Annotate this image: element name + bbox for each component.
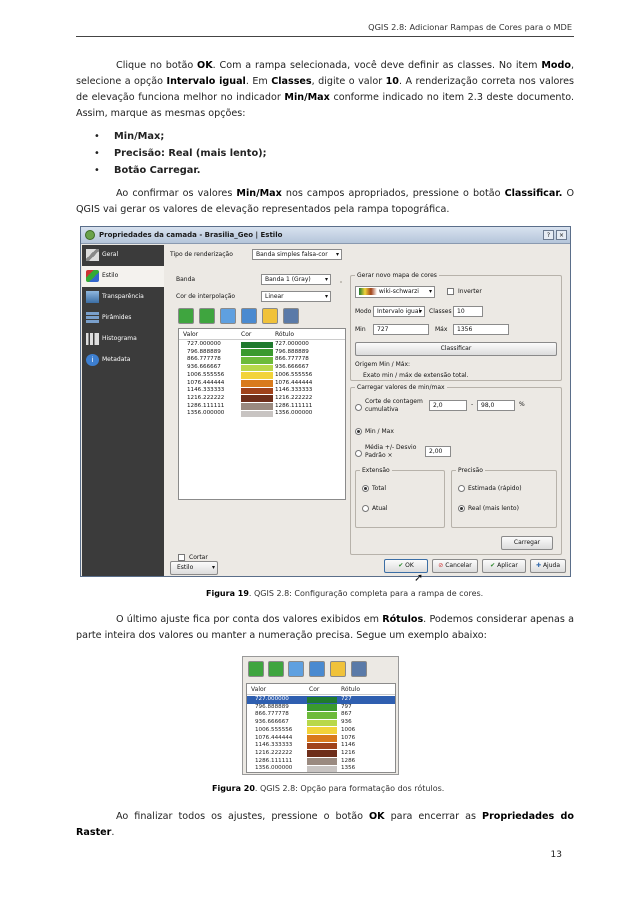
header-rule <box>76 36 574 37</box>
sidebar-item-geral[interactable]: Geral <box>82 245 164 266</box>
color-table[interactable] <box>178 328 346 500</box>
color-swatch[interactable] <box>241 411 273 418</box>
table-row[interactable] <box>179 349 345 357</box>
ramp-preview <box>359 288 377 295</box>
row-label: 1216.222222 <box>275 394 313 401</box>
help-label: Ajuda <box>542 562 560 569</box>
load-minmax-group <box>350 384 562 555</box>
row-label: 867 <box>341 711 352 718</box>
row-label: 1006.555556 <box>275 371 313 378</box>
load-group-title: Carregar valores de min/max <box>357 384 445 391</box>
row-label: 936.666667 <box>275 364 309 371</box>
remove-value-button[interactable] <box>268 661 284 677</box>
table-row[interactable] <box>247 750 395 758</box>
color-swatch[interactable] <box>241 403 273 410</box>
cut-from-value: 2,0 <box>433 402 443 409</box>
lifebuoy-icon: ✚ <box>535 562 542 569</box>
generate-group-title: Gerar novo mapa de cores <box>357 272 437 279</box>
row-value: 1006.555556 <box>187 371 225 378</box>
cut-radio[interactable] <box>355 404 362 411</box>
row-label: 1216 <box>341 749 356 756</box>
real-radio[interactable] <box>458 505 465 512</box>
sidebar-item-transparencia[interactable]: Transparência <box>82 287 164 308</box>
dialog-titlebar <box>81 227 570 244</box>
style-menu-button[interactable] <box>170 561 218 575</box>
media-label: Média +/- Desvio Padrão × <box>365 444 417 459</box>
band-select[interactable] <box>261 274 331 285</box>
estimated-label: Estimada (rápido) <box>468 485 522 492</box>
row-value: 727.000000 <box>187 341 221 347</box>
col-cor: Cor <box>241 331 252 338</box>
min-label: Min <box>355 326 366 333</box>
cut-label: Corte de contagem cumulativa <box>365 398 423 413</box>
color-swatch[interactable] <box>307 697 337 704</box>
help-icon[interactable]: ? <box>543 230 554 240</box>
bullet-item: • Min/Max; <box>94 131 165 142</box>
table-header <box>247 684 395 695</box>
row-value: 1076.444444 <box>187 379 225 386</box>
estimated-radio[interactable] <box>458 485 465 492</box>
page-number: 13 <box>550 850 562 860</box>
sidebar-item-piramides[interactable]: Pirâmides <box>82 308 164 329</box>
precision-group <box>451 467 557 528</box>
table-row[interactable] <box>247 696 395 704</box>
col-valor: Valor <box>251 686 267 693</box>
color-swatch[interactable] <box>307 712 337 719</box>
save-button[interactable] <box>283 308 299 324</box>
load-button[interactable]: Carregar <box>501 536 553 550</box>
render-type-label: Tipo de renderização <box>170 251 233 258</box>
row-label: 866.777778 <box>275 356 309 363</box>
classes-spinbox[interactable] <box>453 306 483 317</box>
paragraph-1: Clique no botão OK. Com a rampa selecionada, você deve definir as classes. No item Modo, selecione a opção Intervalo igual. Em Classes, digite o valor 10. A renderização correta nos valores de elevação funciona melhor no indicador Min/Max conforme indicado no item 2.3 deste documento. Assim, marque as mesmas opções: <box>76 60 575 119</box>
extent-group-title: Extensão <box>362 467 390 474</box>
cut-from-spinbox[interactable] <box>429 400 467 411</box>
apply-button[interactable] <box>482 559 526 573</box>
color-swatch[interactable] <box>241 357 273 364</box>
style-button-label: Estilo <box>177 564 194 571</box>
paragraph-4: Ao finalizar todos os ajustes, pressione o botão OK para encerrar as Propriedades do Raster. <box>76 811 574 838</box>
col-rotulo: Rótulo <box>275 331 295 338</box>
color-swatch[interactable] <box>241 349 273 356</box>
classes-value: 10 <box>457 308 465 315</box>
band-label: Banda <box>176 276 196 283</box>
dialog-title: Propriedades da camada - Brasilia_Geo | Estilo <box>99 231 283 239</box>
origin-value: Exato min / máx de extensão total. <box>363 372 469 379</box>
inverter-label: Inverter <box>458 288 482 295</box>
ok-label: OK <box>405 562 414 569</box>
row-value: 1216.222222 <box>255 749 293 756</box>
row-value: 796.888889 <box>187 348 221 355</box>
remove-value-button[interactable] <box>199 308 215 324</box>
band-value: Banda 1 (Gray) <box>265 276 311 283</box>
dash-label: - <box>471 401 474 408</box>
color-swatch[interactable] <box>307 727 337 734</box>
row-label: 727 <box>341 696 352 702</box>
row-label: 1146.333333 <box>275 387 313 394</box>
table-row[interactable] <box>247 727 395 735</box>
color-swatch[interactable] <box>307 743 337 750</box>
color-swatch[interactable] <box>307 750 337 757</box>
row-label: 796.888889 <box>275 348 309 355</box>
total-label: Total <box>372 485 387 492</box>
row-label: 1286 <box>341 757 356 764</box>
cancel-button[interactable] <box>432 559 478 573</box>
interp-select[interactable] <box>261 291 331 302</box>
wrench-icon <box>86 249 99 261</box>
max-label: Máx <box>435 326 448 333</box>
color-table-rounded[interactable] <box>246 683 396 773</box>
cancel-icon: ⊘ <box>438 562 444 569</box>
min-value: 727 <box>377 326 389 333</box>
color-swatch[interactable] <box>307 766 337 773</box>
sort-button[interactable] <box>288 661 304 677</box>
classify-button[interactable]: Classificar <box>355 342 557 356</box>
paragraph-3: O último ajuste fica por conta dos valores exibidos em Rótulos. Podemos considerar apenas a parte inteira dos valores ou manter a numeração precisa. Segue um exemplo abaixo: <box>76 614 574 641</box>
row-label: 727.000000 <box>275 341 309 347</box>
atual-radio[interactable] <box>362 505 369 512</box>
render-type-select[interactable] <box>252 249 342 260</box>
minmax-label: Min / Max <box>365 428 394 435</box>
row-value: 1006.555556 <box>255 726 293 733</box>
table-row[interactable] <box>247 735 395 743</box>
interp-value: Linear <box>265 293 284 300</box>
row-value: 796.888889 <box>255 703 289 710</box>
row-value: 1286.111111 <box>255 757 293 764</box>
row-value: 727.000000 <box>255 696 289 702</box>
bullet-list <box>94 128 267 179</box>
cancel-label: Cancelar <box>445 562 472 569</box>
col-valor: Valor <box>183 331 199 338</box>
histogram-icon <box>86 333 99 345</box>
real-label: Real (mais lento) <box>468 505 519 512</box>
row-label: 1146 <box>341 742 356 749</box>
save-button[interactable] <box>351 661 367 677</box>
row-value: 936.666667 <box>255 719 289 726</box>
atual-label: Atual <box>372 505 388 512</box>
color-swatch[interactable] <box>241 342 273 349</box>
percent-label: % <box>519 401 525 408</box>
table-row[interactable] <box>179 403 345 411</box>
style-panel <box>166 245 569 584</box>
table-row[interactable] <box>179 341 345 349</box>
table-row[interactable] <box>179 395 345 403</box>
row-value: 866.777778 <box>187 356 221 363</box>
row-value: 1286.111111 <box>187 402 225 409</box>
max-value: 1356 <box>457 326 473 333</box>
render-type-value: Banda simples falsa-cor <box>256 251 328 258</box>
row-label: 797 <box>341 703 352 710</box>
cut-to-value: 98,0 <box>481 402 495 409</box>
table-row[interactable] <box>179 356 345 364</box>
sidebar-item-estilo[interactable]: Estilo <box>82 266 164 287</box>
table-row[interactable] <box>247 704 395 712</box>
minmax-radio[interactable] <box>355 428 362 435</box>
row-label: 1076.444444 <box>275 379 313 386</box>
col-rotulo: Rótulo <box>341 686 361 693</box>
running-header: QGIS 2.8: Adicionar Rampas de Cores para o MDE <box>368 22 572 32</box>
classes-label: Classes <box>429 308 452 315</box>
extent-group <box>355 467 445 528</box>
table-row[interactable] <box>179 387 345 395</box>
bullet-item: • Botão Carregar. <box>94 165 201 176</box>
bullet-item: • Precisão: Real (mais lento); <box>94 148 267 159</box>
color-swatch[interactable] <box>307 735 337 742</box>
total-radio[interactable] <box>362 485 369 492</box>
row-value: 1356.000000 <box>187 410 225 417</box>
apply-label: Aplicar <box>497 562 518 569</box>
table-row[interactable] <box>247 758 395 766</box>
sort-button[interactable] <box>220 308 236 324</box>
mouse-cursor-icon: ➚ <box>414 571 424 584</box>
ramp-value: wiki-schwarzi <box>378 288 419 295</box>
generate-colormap-group <box>350 272 562 381</box>
figure-20-caption: Figura 20. QGIS 2.8: Opção para formatação dos rótulos. <box>212 784 445 793</box>
pyramid-icon <box>86 312 99 324</box>
add-value-button[interactable] <box>248 661 264 677</box>
row-value: 866.777778 <box>255 711 289 718</box>
apply-icon: ✔ <box>490 562 496 569</box>
col-cor: Cor <box>309 686 320 693</box>
info-icon: i <box>86 354 99 366</box>
cut-to-spinbox[interactable] <box>477 400 515 411</box>
row-value: 936.666667 <box>187 364 221 371</box>
paint-icon <box>86 270 99 282</box>
labels-format-figure <box>242 656 399 775</box>
sidebar <box>82 245 164 576</box>
color-swatch[interactable] <box>241 388 273 395</box>
mode-value: Intervalo igual <box>377 308 421 315</box>
inverter-checkbox[interactable] <box>447 288 454 295</box>
close-icon[interactable]: × <box>556 230 567 240</box>
help-button[interactable] <box>530 559 566 573</box>
transparency-icon <box>86 291 99 303</box>
qgis-icon <box>85 230 95 240</box>
figure-19-caption: Figura 19. QGIS 2.8: Configuração completa para a rampa de cores. <box>206 589 484 598</box>
row-label: 1286.111111 <box>275 402 313 409</box>
open-folder-button[interactable] <box>262 308 278 324</box>
color-swatch[interactable] <box>307 758 337 765</box>
check-icon: ✔ <box>398 562 404 569</box>
spacer <box>340 281 342 283</box>
color-swatch[interactable] <box>241 372 273 379</box>
row-label: 1356.000000 <box>275 410 313 417</box>
color-swatch[interactable] <box>241 380 273 387</box>
row-value: 1356.000000 <box>255 765 293 772</box>
media-spinbox[interactable] <box>425 446 451 457</box>
refresh-button[interactable] <box>241 308 257 324</box>
max-input[interactable] <box>453 324 509 335</box>
cortar-checkbox[interactable] <box>178 554 185 561</box>
min-input[interactable] <box>373 324 429 335</box>
color-swatch[interactable] <box>307 720 337 727</box>
media-radio[interactable] <box>355 450 362 457</box>
media-value: 2,00 <box>429 448 443 455</box>
color-swatch[interactable] <box>241 365 273 372</box>
precision-group-title: Precisão <box>458 467 483 474</box>
table-row[interactable] <box>247 765 395 773</box>
sidebar-item-histograma[interactable]: Histograma <box>82 329 164 350</box>
table-row[interactable] <box>247 719 395 727</box>
open-folder-button[interactable] <box>330 661 346 677</box>
row-value: 1146.333333 <box>255 742 293 749</box>
ramp-select[interactable] <box>355 286 435 298</box>
table-row[interactable] <box>179 372 345 380</box>
add-value-button[interactable] <box>178 308 194 324</box>
origin-label: Origem Min / Máx: <box>355 361 411 368</box>
mode-label: Modo <box>355 308 372 315</box>
table-row[interactable] <box>247 742 395 750</box>
row-label: 936 <box>341 719 352 726</box>
paragraph-2: Ao confirmar os valores Min/Max nos campos apropriados, pressione o botão Classificar. O QGIS vai gerar os valores de elevação representados pela rampa topográfica. <box>76 188 574 215</box>
row-label: 1006 <box>341 726 356 733</box>
refresh-button[interactable] <box>309 661 325 677</box>
table-row[interactable] <box>247 711 395 719</box>
row-label: 1076 <box>341 734 356 741</box>
row-value: 1146.333333 <box>187 387 225 394</box>
table-row[interactable] <box>179 364 345 372</box>
cortar-label: Cortar <box>189 554 208 561</box>
layer-properties-dialog <box>80 226 571 584</box>
table-row[interactable] <box>179 380 345 388</box>
table-header <box>179 329 345 340</box>
table-row[interactable] <box>179 410 345 418</box>
row-label: 1356 <box>341 765 356 772</box>
sidebar-item-metadata[interactable]: i Metadata <box>82 350 164 371</box>
color-swatch[interactable] <box>241 395 273 402</box>
color-swatch[interactable] <box>307 704 337 711</box>
row-value: 1216.222222 <box>187 394 225 401</box>
interp-label: Cor de interpolação <box>176 293 236 300</box>
row-value: 1076.444444 <box>255 734 293 741</box>
mode-select[interactable] <box>373 306 425 317</box>
